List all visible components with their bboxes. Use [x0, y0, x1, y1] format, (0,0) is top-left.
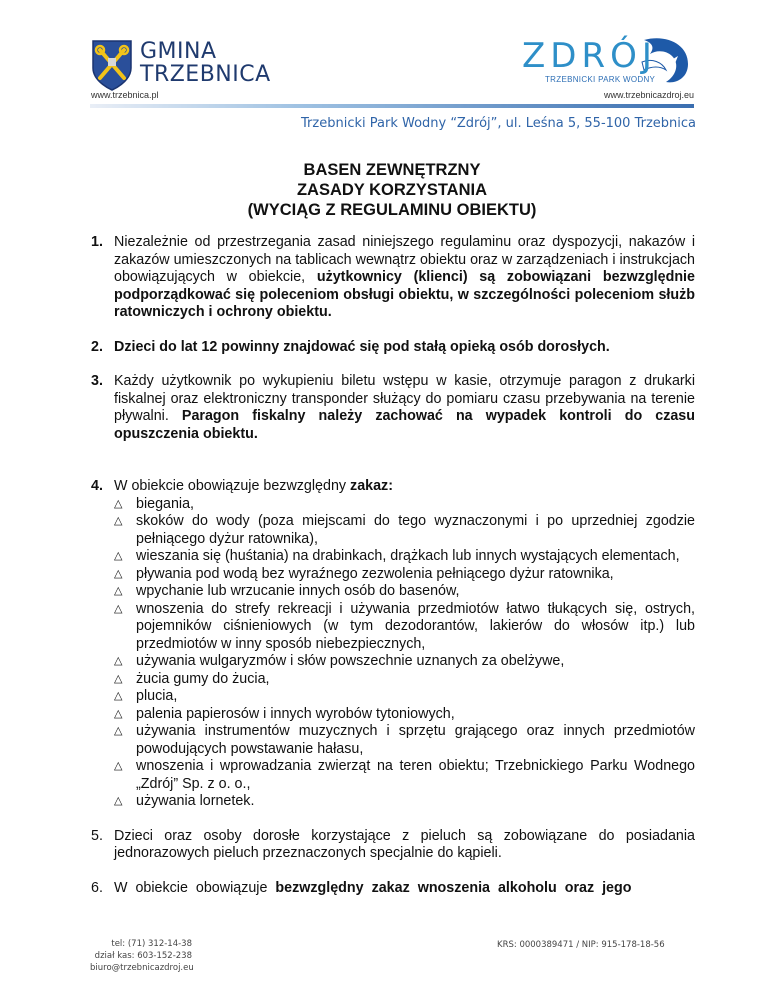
title-line1: BASEN ZEWNĘTRZNY	[303, 161, 481, 179]
rule-3	[91, 373, 695, 443]
rule-text: Każdy użytkownik po wykupieniu biletu wstępu w kasie, otrzymuje paragon z drukarki fiskalnej oraz elektroniczny transponder służący do pomiaru czasu przebywania na terenie pływalni.	[114, 373, 695, 424]
bullet-icon: △	[114, 672, 123, 685]
rule-number: 4.	[91, 478, 103, 494]
bullet-icon: △	[114, 795, 123, 807]
bullet-icon: △	[114, 725, 123, 737]
list-item: △ używania wulgaryzmów i słów powszechnie uznanych za obelżywe,	[114, 653, 565, 669]
list-item: △ biegania,	[114, 495, 195, 512]
rule-bold-text: użytkownicy (klienci) są zobowiązani bezwzględnie podporządkować się poleceniom obsługi obiektu, w szczególności poleceniom służb ratowniczych i ochrony obiektu.	[114, 269, 695, 320]
title-line2: ZASADY KORZYSTANIA	[296, 181, 488, 199]
header-divider	[90, 104, 694, 108]
prohibitions-list	[114, 496, 695, 811]
list-item: △ skoków do wody (poza miejscami do tego wyznaczonymi i po uprzedniej zgodzie pełniącego dyżur ratownika),	[114, 513, 695, 547]
footer-tel: tel: (71) 312-14-38	[111, 939, 192, 949]
bullet-icon: △	[114, 567, 123, 580]
rule-4	[91, 478, 695, 811]
bullet-icon: △	[114, 655, 123, 667]
document-body	[91, 234, 695, 897]
document-title	[90, 160, 694, 220]
footer-kasa: dział kas: 603-152-238	[94, 951, 192, 961]
bullet-icon: △	[114, 690, 123, 702]
rule-bold-text: Paragon fiskalny należy zachować na wypadek kontroli do czasu opuszczenia obiektu.	[114, 408, 695, 442]
list-item: △ plucia,	[114, 688, 178, 704]
bullet-icon: △	[114, 585, 123, 597]
bullet-icon: △	[114, 550, 123, 562]
rule-1	[91, 234, 695, 322]
rule-number: 2.	[91, 338, 103, 355]
list-item: △ wnoszenia do strefy rekreacji i używania przedmiotów łatwo tłukących się, ostrych, pojemników ciśnieniowych (w tym dezodorantów, lakierów do włosów itp.) lub przedmiotów w inny sposób niebezpiecznych,	[114, 600, 695, 652]
list-item: △ wieszania się (huśtania) na drabinkach, drążkach lub innych wystających elementach,	[114, 548, 680, 564]
rule-5	[91, 828, 695, 863]
rule-2	[91, 339, 695, 357]
bullet-icon: △	[114, 497, 123, 510]
gmina-line1: GMINA	[140, 39, 217, 64]
rule-number: 3.	[91, 373, 103, 389]
rule-text: W obiekcie obowiązuje bezwzględny	[114, 478, 347, 494]
bullet-icon: △	[114, 707, 123, 720]
zdroj-wordmark: ZDRÓJ	[522, 36, 657, 76]
bullet-icon: △	[114, 515, 123, 527]
url-right[interactable]: www.trzebnicazdroj.eu	[603, 90, 694, 100]
rule-text: Niezależnie od przestrzegania zasad niniejszego regulaminu oraz dyspozycji, nakazów i zakazów umieszczonych na tablicach wewnątrz obiektu oraz w zarządzeniach i instrukcjach obowiązujących w obiekcie,	[114, 234, 695, 285]
list-item: △ wnoszenia i wprowadzania zwierząt na teren obiektu; Trzebnickiego Parku Wodnego „Zdrój” Sp. z o. o.,	[114, 758, 695, 792]
coat-of-arms-icon	[90, 38, 134, 92]
rule-number: 6.	[91, 879, 103, 896]
rule-text: Dzieci oraz osoby dorosłe korzystające z pieluch są zobowiązane do posiadania jednorazowych pieluch przeznaczonych specjalnie do kąpieli.	[114, 827, 695, 861]
bullet-icon: △	[114, 602, 123, 615]
footer-registry: KRS: 0000389471 / NIP: 915-178-18-56	[497, 940, 665, 950]
gmina-line2: TRZEBNICA	[140, 62, 271, 87]
bullet-icon: △	[114, 760, 123, 772]
address: Trzebnicki Park Wodny “Zdrój”, ul. Leśna 5, 55-100 Trzebnica	[301, 116, 696, 131]
footer-email[interactable]: biuro@trzebnicazdroj.eu	[90, 963, 194, 973]
list-item: △ żucia gumy do żucia,	[114, 670, 270, 687]
list-item: △ pływania pod wodą bez wyraźnego zezwolenia pełniącego dyżur ratownika,	[114, 565, 614, 582]
rule-bold-text: bezwzględny zakaz wnoszenia alkoholu oraz jego	[275, 879, 632, 896]
rule-number: 1.	[91, 234, 103, 250]
zdroj-subtitle: TRZEBNICKI PARK WODNY	[545, 75, 656, 84]
list-item: △ używania instrumentów muzycznych i sprzętu grającego oraz innych przedmiotów powodujących powstawanie hałasu,	[114, 723, 695, 757]
footer-contact	[90, 938, 192, 974]
title-line3: (WYCIĄG Z REGULAMINU OBIEKTU)	[247, 201, 537, 219]
url-left[interactable]: www.trzebnica.pl	[91, 90, 159, 100]
rule-number: 5.	[91, 827, 103, 844]
list-item: △ palenia papierosów i innych wyrobów tytoniowych,	[114, 705, 455, 722]
rule-text: W obiekcie obowiązuje	[114, 879, 268, 896]
gmina-name	[140, 40, 271, 86]
rule-bold-text: Dzieci do lat 12 powinny znajdować się pod stałą opieką osób dorosłych.	[114, 338, 610, 355]
rule-bold-text: zakaz:	[350, 478, 393, 494]
rule-6	[91, 880, 695, 898]
list-item: △ używania lornetek.	[114, 793, 255, 809]
list-item: △ wpychanie lub wrzucanie innych osób do basenów,	[114, 583, 460, 599]
